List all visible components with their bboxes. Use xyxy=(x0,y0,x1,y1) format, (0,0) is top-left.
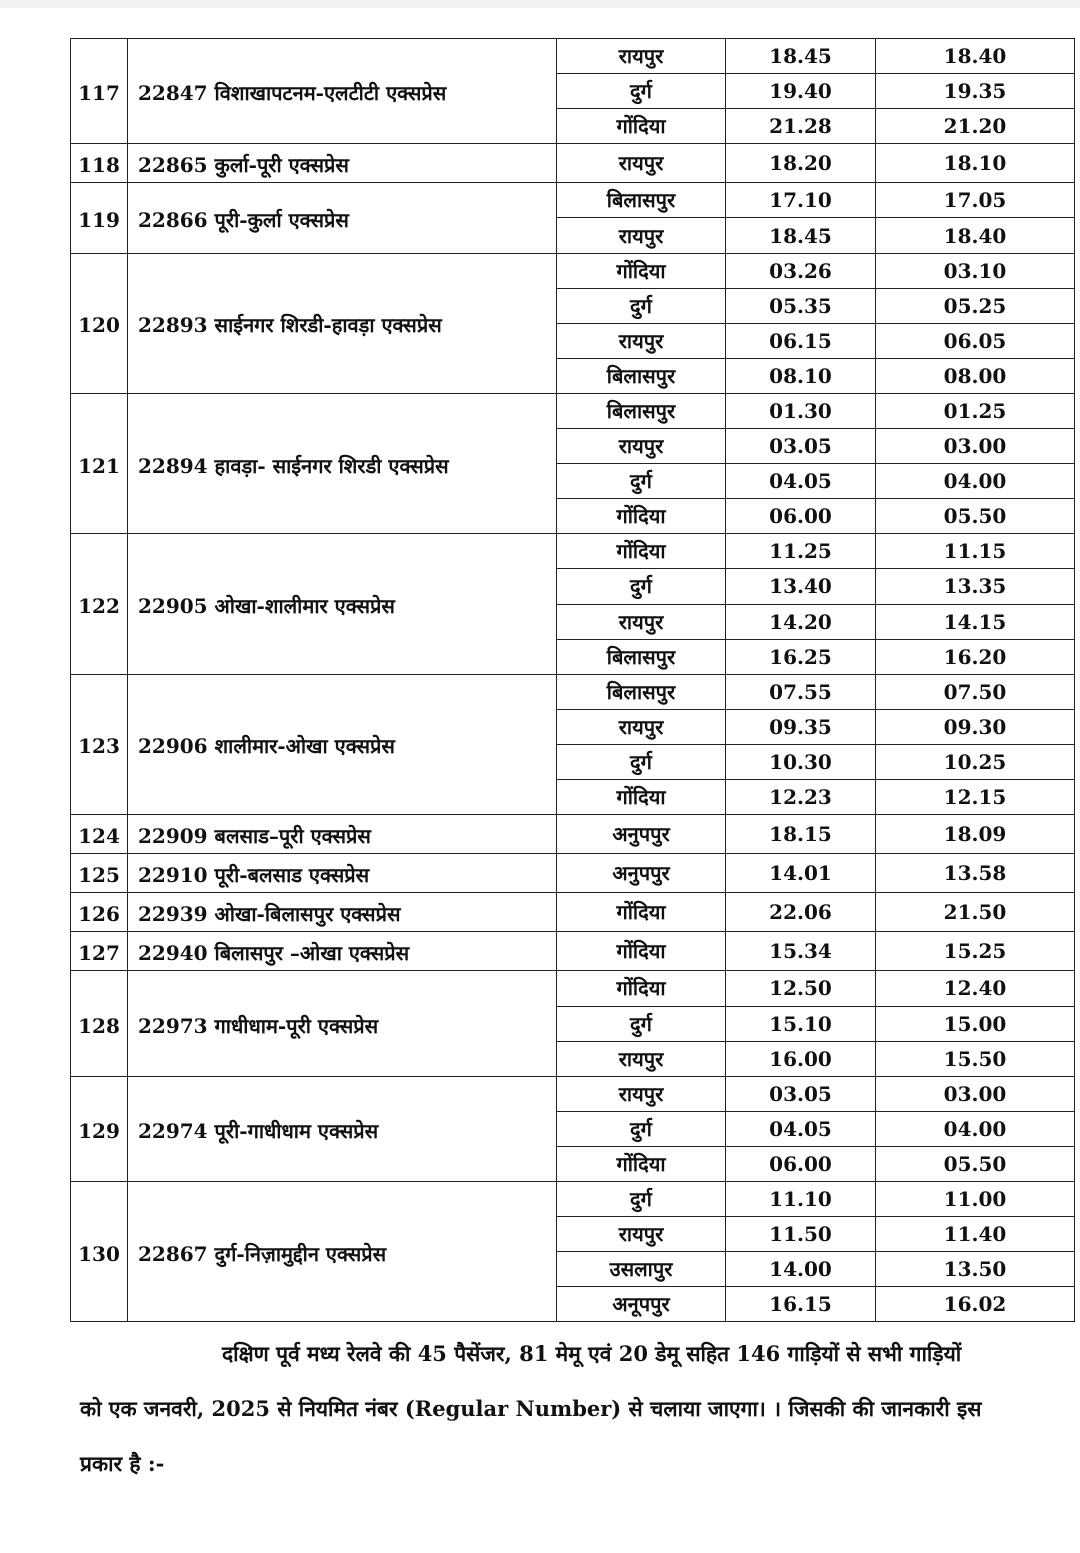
arrival-time: 03.26 xyxy=(726,253,876,288)
station-name: रायपुर xyxy=(557,144,726,183)
arrival-time: 08.10 xyxy=(726,358,876,393)
train-name: 22906 शालीमार-ओखा एक्सप्रेस xyxy=(128,674,557,814)
departure-time: 18.09 xyxy=(876,815,1075,854)
arrival-time: 14.00 xyxy=(726,1252,876,1287)
station-name: दुर्ग xyxy=(557,569,726,604)
serial-number: 122 xyxy=(71,534,128,674)
departure-time: 08.00 xyxy=(876,358,1075,393)
arrival-time: 15.34 xyxy=(726,932,876,971)
table-row xyxy=(71,253,1075,288)
train-name: 22905 ओखा-शालीमार एक्सप्रेस xyxy=(128,534,557,674)
station-name: रायपुर xyxy=(557,39,726,74)
station-name: रायपुर xyxy=(557,1217,726,1252)
arrival-time: 16.25 xyxy=(726,639,876,674)
station-name: गोंदिया xyxy=(557,893,726,932)
departure-time: 15.25 xyxy=(876,932,1075,971)
train-name: 22893 साईनगर शिरडी-हावड़ा एक्सप्रेस xyxy=(128,253,557,393)
table-row xyxy=(71,893,1075,932)
departure-time: 13.50 xyxy=(876,1252,1075,1287)
departure-time: 11.00 xyxy=(876,1182,1075,1217)
timetable xyxy=(70,38,1075,1322)
departure-time: 13.58 xyxy=(876,854,1075,893)
departure-time: 13.35 xyxy=(876,569,1075,604)
departure-time: 12.15 xyxy=(876,779,1075,814)
table-row xyxy=(71,932,1075,971)
departure-time: 16.02 xyxy=(876,1287,1075,1322)
serial-number: 128 xyxy=(71,971,128,1076)
station-name: बिलासपुर xyxy=(557,393,726,428)
train-name: 22894 हावड़ा- साईनगर शिरडी एक्सप्रेस xyxy=(128,393,557,533)
arrival-time: 04.05 xyxy=(726,464,876,499)
serial-number: 124 xyxy=(71,815,128,854)
departure-time: 09.30 xyxy=(876,709,1075,744)
departure-time: 04.00 xyxy=(876,464,1075,499)
station-name: अनुपपुर xyxy=(557,815,726,854)
station-name: रायपुर xyxy=(557,429,726,464)
serial-number: 126 xyxy=(71,893,128,932)
departure-time: 06.05 xyxy=(876,323,1075,358)
arrival-time: 05.35 xyxy=(726,288,876,323)
departure-time: 03.00 xyxy=(876,1076,1075,1111)
station-name: उसलापुर xyxy=(557,1252,726,1287)
station-name: रायपुर xyxy=(557,323,726,358)
table-row xyxy=(71,971,1075,1006)
table-row xyxy=(71,144,1075,183)
arrival-time: 11.25 xyxy=(726,534,876,569)
table-row xyxy=(71,854,1075,893)
arrival-time: 16.00 xyxy=(726,1041,876,1076)
train-name: 22847 विशाखापटनम-एलटीटी एक्सप्रेस xyxy=(128,39,557,144)
arrival-time: 14.01 xyxy=(726,854,876,893)
station-name: दुर्ग xyxy=(557,1111,726,1146)
arrival-time: 13.40 xyxy=(726,569,876,604)
station-name: गोंदिया xyxy=(557,1146,726,1181)
serial-number: 127 xyxy=(71,932,128,971)
table-row xyxy=(71,1076,1075,1111)
train-name: 22940 बिलासपुर –ओखा एक्सप्रेस xyxy=(128,932,557,971)
station-name: अनूपपुर xyxy=(557,1287,726,1322)
arrival-time: 14.20 xyxy=(726,604,876,639)
departure-time: 03.10 xyxy=(876,253,1075,288)
departure-time: 14.15 xyxy=(876,604,1075,639)
arrival-time: 07.55 xyxy=(726,674,876,709)
arrival-time: 16.15 xyxy=(726,1287,876,1322)
station-name: दुर्ग xyxy=(557,1006,726,1041)
arrival-time: 17.10 xyxy=(726,183,876,218)
arrival-time: 06.00 xyxy=(726,499,876,534)
arrival-time: 11.50 xyxy=(726,1217,876,1252)
departure-time: 05.25 xyxy=(876,288,1075,323)
station-name: अनुपपुर xyxy=(557,854,726,893)
arrival-time: 11.10 xyxy=(726,1182,876,1217)
arrival-time: 18.45 xyxy=(726,218,876,253)
serial-number: 123 xyxy=(71,674,128,814)
serial-number: 121 xyxy=(71,393,128,533)
arrival-time: 03.05 xyxy=(726,1076,876,1111)
arrival-time: 09.35 xyxy=(726,709,876,744)
station-name: गोंदिया xyxy=(557,779,726,814)
arrival-time: 03.05 xyxy=(726,429,876,464)
departure-time: 11.15 xyxy=(876,534,1075,569)
departure-time: 01.25 xyxy=(876,393,1075,428)
arrival-time: 04.05 xyxy=(726,1111,876,1146)
station-name: गोंदिया xyxy=(557,932,726,971)
station-name: गोंदिया xyxy=(557,109,726,144)
train-name: 22974 पूरी-गाधीधाम एक्सप्रेस xyxy=(128,1076,557,1181)
arrival-time: 12.23 xyxy=(726,779,876,814)
table-row xyxy=(71,183,1075,218)
station-name: दुर्ग xyxy=(557,74,726,109)
serial-number: 120 xyxy=(71,253,128,393)
station-name: दुर्ग xyxy=(557,744,726,779)
train-name: 22866 पूरी-कुर्ला एक्सप्रेस xyxy=(128,183,557,253)
train-name: 22865 कुर्ला-पूरी एक्सप्रेस xyxy=(128,144,557,183)
station-name: दुर्ग xyxy=(557,288,726,323)
departure-time: 15.50 xyxy=(876,1041,1075,1076)
arrival-time: 21.28 xyxy=(726,109,876,144)
serial-number: 129 xyxy=(71,1076,128,1181)
train-name: 22909 बलसाड–पूरी एक्सप्रेस xyxy=(128,815,557,854)
train-name: 22973 गाधीधाम-पूरी एक्सप्रेस xyxy=(128,971,557,1076)
station-name: रायपुर xyxy=(557,1041,726,1076)
arrival-time: 15.10 xyxy=(726,1006,876,1041)
serial-number: 119 xyxy=(71,183,128,253)
arrival-time: 18.45 xyxy=(726,39,876,74)
table-row xyxy=(71,815,1075,854)
table-row xyxy=(71,534,1075,569)
departure-time: 03.00 xyxy=(876,429,1075,464)
train-name: 22939 ओखा-बिलासपुर एक्सप्रेस xyxy=(128,893,557,932)
departure-time: 04.00 xyxy=(876,1111,1075,1146)
departure-time: 05.50 xyxy=(876,1146,1075,1181)
departure-time: 15.00 xyxy=(876,1006,1075,1041)
station-name: गोंदिया xyxy=(557,499,726,534)
table-row xyxy=(71,393,1075,428)
arrival-time: 18.15 xyxy=(726,815,876,854)
notice-line-1: दक्षिण पूर्व मध्य रेलवे की 45 पैसेंजर, 81 मेमू एवं 20 डेमू सहित 146 गाड़ियों से सभी गाड़ियों xyxy=(222,1341,962,1366)
train-name: 22910 पूरी-बलसाड एक्सप्रेस xyxy=(128,854,557,893)
departure-time: 18.40 xyxy=(876,218,1075,253)
station-name: रायपुर xyxy=(557,709,726,744)
arrival-time: 22.06 xyxy=(726,893,876,932)
station-name: गोंदिया xyxy=(557,253,726,288)
top-band xyxy=(0,0,1080,8)
table-row xyxy=(71,39,1075,74)
departure-time: 05.50 xyxy=(876,499,1075,534)
station-name: गोंदिया xyxy=(557,971,726,1006)
arrival-time: 12.50 xyxy=(726,971,876,1006)
departure-time: 17.05 xyxy=(876,183,1075,218)
station-name: रायपुर xyxy=(557,604,726,639)
arrival-time: 01.30 xyxy=(726,393,876,428)
station-name: रायपुर xyxy=(557,1076,726,1111)
serial-number: 117 xyxy=(71,39,128,144)
arrival-time: 06.15 xyxy=(726,323,876,358)
departure-time: 10.25 xyxy=(876,744,1075,779)
departure-time: 18.10 xyxy=(876,144,1075,183)
station-name: दुर्ग xyxy=(557,1182,726,1217)
departure-time: 16.20 xyxy=(876,639,1075,674)
station-name: बिलासपुर xyxy=(557,358,726,393)
departure-time: 07.50 xyxy=(876,674,1075,709)
arrival-time: 10.30 xyxy=(726,744,876,779)
departure-time: 21.20 xyxy=(876,109,1075,144)
station-name: बिलासपुर xyxy=(557,639,726,674)
notice-line-2: को एक जनवरी, 2025 से नियमित नंबर (Regular Number) से चलाया जाएगा। । जिसकी की जानकारी इस xyxy=(80,1396,982,1421)
serial-number: 130 xyxy=(71,1182,128,1322)
station-name: बिलासपुर xyxy=(557,183,726,218)
train-name: 22867 दुर्ग-निज़ामुद्दीन एक्सप्रेस xyxy=(128,1182,557,1322)
departure-time: 12.40 xyxy=(876,971,1075,1006)
station-name: दुर्ग xyxy=(557,464,726,499)
station-name: गोंदिया xyxy=(557,534,726,569)
departure-time: 21.50 xyxy=(876,893,1075,932)
station-name: बिलासपुर xyxy=(557,674,726,709)
table-row xyxy=(71,674,1075,709)
timetable-body xyxy=(71,39,1075,1322)
arrival-time: 19.40 xyxy=(726,74,876,109)
departure-time: 19.35 xyxy=(876,74,1075,109)
arrival-time: 18.20 xyxy=(726,144,876,183)
departure-time: 18.40 xyxy=(876,39,1075,74)
arrival-time: 06.00 xyxy=(726,1146,876,1181)
departure-time: 11.40 xyxy=(876,1217,1075,1252)
table-row xyxy=(71,1182,1075,1217)
station-name: रायपुर xyxy=(557,218,726,253)
serial-number: 125 xyxy=(71,854,128,893)
notice-line-3: प्रकार है :- xyxy=(80,1451,165,1476)
serial-number: 118 xyxy=(71,144,128,183)
